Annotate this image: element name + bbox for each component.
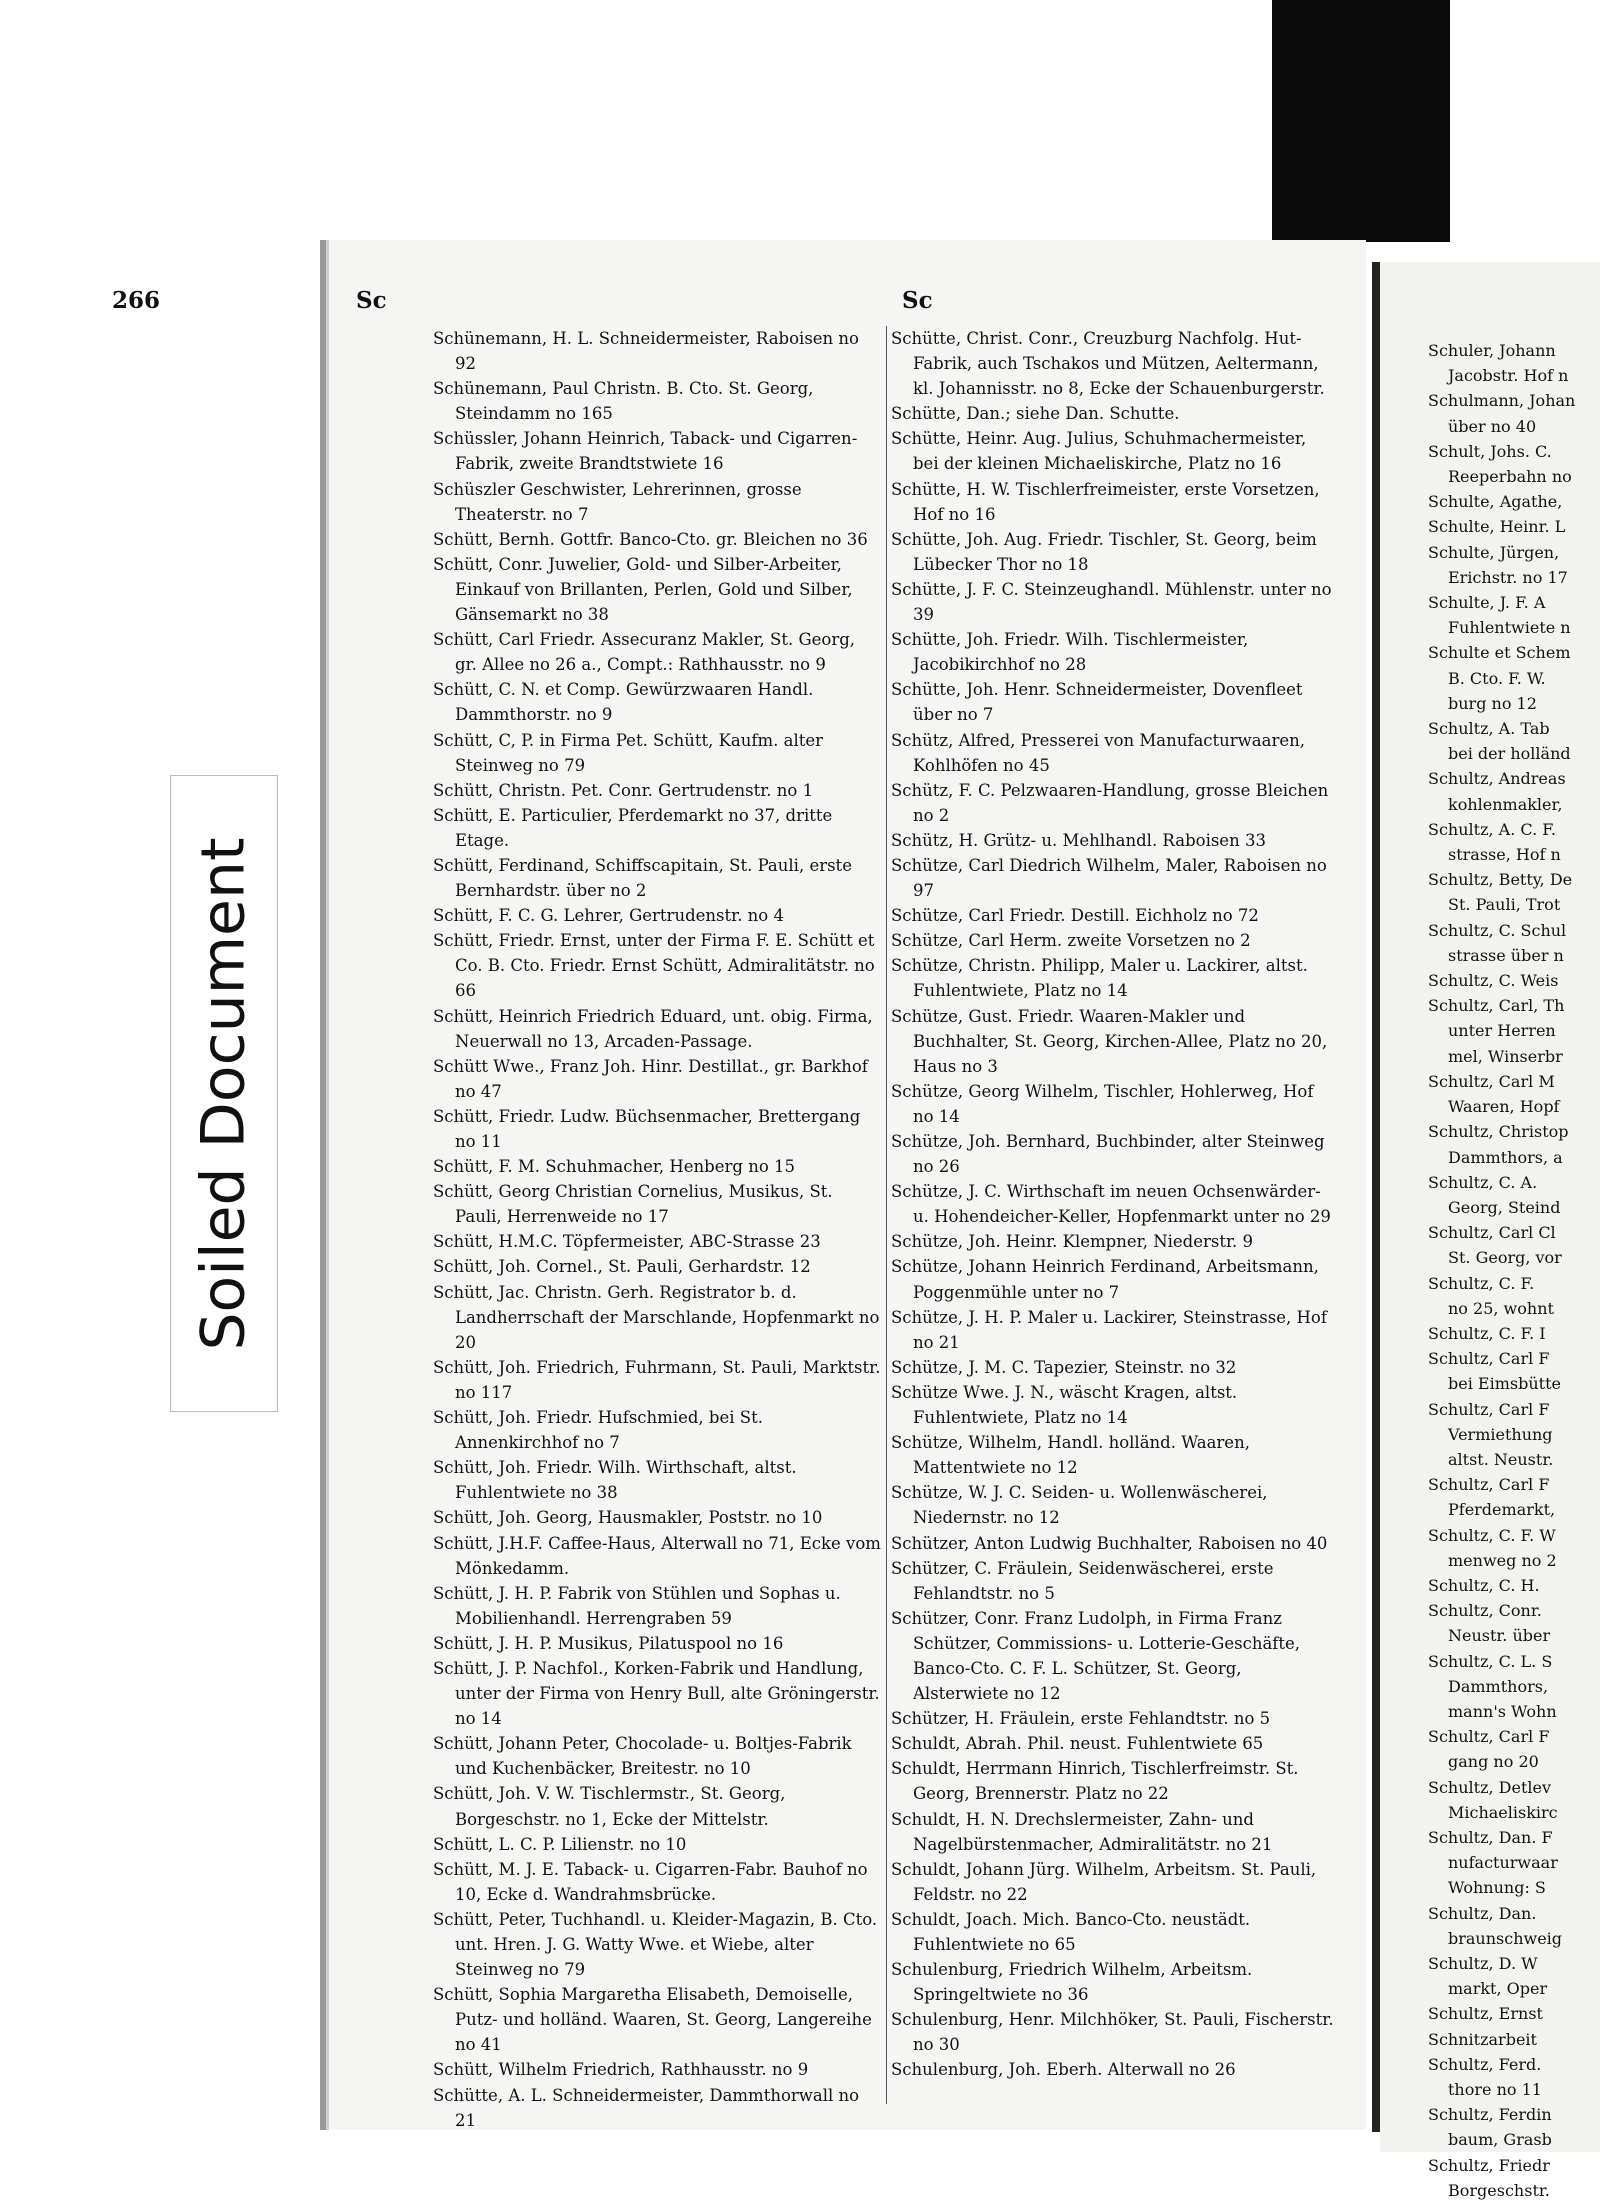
directory-entry: Schützer, Conr. Franz Ludolph, in Firma Franz Schützer, Commissions- u. Lotterie-Geschäfte, Banco-Cto. C. F. L. Schützer, St. Georg, Alsterwiete no 12 [891, 1608, 1301, 1704]
directory-entry: Schütze, Joh. Bernhard, Buchbinder, alter Steinweg no 26 [891, 1132, 1325, 1177]
directory-entry: Schütt, C. N. et Comp. Gewürzwaaren Handl. Dammthorstr. no 9 [433, 680, 814, 725]
directory-entry: Schütt, Sophia Margaretha Elisabeth, Demoiselle, Putz- und holländ. Waaren, St. Georg, Langereihe no 41 [433, 1985, 872, 2055]
directory-entry: Schütt, L. C. P. Lilienstr. no 10 [433, 1834, 687, 1854]
directory-entry: Schütze, J. M. C. Tapezier, Steinstr. no 32 [891, 1357, 1237, 1377]
fragment-line: Borgeschstr. [1448, 2180, 1550, 2200]
fragment-line: baum, Grasb [1448, 2130, 1552, 2150]
directory-entry: Schütze, Carl Diedrich Wilhelm, Maler, Raboisen no 97 [891, 855, 1327, 901]
fragment-line: Waaren, Hopf [1448, 1097, 1560, 1117]
fragment-line: braunschweig [1448, 1928, 1563, 1948]
directory-entry: Schütze, J. H. P. Maler u. Lackirer, Steinstrasse, Hof no 21 [891, 1307, 1327, 1352]
directory-entry: Schütze, Gust. Friedr. Waaren-Makler und Buchhalter, St. Georg, Kirchen-Allee, Platz no 20, Haus no 3 [891, 1006, 1328, 1076]
directory-entry: Schütte, Joh. Friedr. Wilh. Tischlermeister, Jacobikirchhof no 28 [891, 630, 1249, 675]
directory-entry: Schütt, Christn. Pet. Conr. Gertrudenstr. no 1 [433, 780, 814, 800]
fragment-line: Schultz, Carl M [1428, 1071, 1555, 1091]
fragment-line: B. Cto. F. W. [1448, 668, 1546, 688]
fragment-line: Schultz, A. C. F. [1428, 819, 1556, 839]
directory-entry: Schütt, Wilhelm Friedrich, Rathhausstr. no 9 [433, 2060, 809, 2080]
directory-entry: Schütt, J. P. Nachfol., Korken-Fabrik und Handlung, unter der Firma von Henry Bull, alte Gröningerstr. no 14 [433, 1658, 880, 1729]
directory-entry: Schütt, Peter, Tuchhandl. u. Kleider-Magazin, B. Cto. unt. Hren. J. G. Watty Wwe. et Wiebe, alter Steinweg no 79 [433, 1909, 878, 1980]
fragment-line: Schultz, C. Schul [1428, 920, 1567, 940]
directory-entry: Schütt, Joh. Friedr. Wilh. Wirthschaft, altst. Fuhlentwiete no 38 [433, 1458, 797, 1503]
directory-entry: Schütze, Georg Wilhelm, Tischler, Hohlerweg, Hof no 14 [891, 1081, 1314, 1126]
fragment-line: Schultz, C. Weis [1428, 971, 1559, 991]
fragment-line: Schultz, Carl F [1428, 1349, 1550, 1369]
fragment-line: burg no 12 [1448, 693, 1537, 713]
fragment-line: strasse über n [1448, 945, 1564, 965]
fragment-line: Schultz, Carl F [1428, 1475, 1550, 1495]
directory-entry: Schütt, Jac. Christn. Gerh. Registrator b. d. Landherrschaft der Marschlande, Hopfenmarkt no 20 [433, 1282, 880, 1352]
fragment-line: Schultz, Christop [1428, 1122, 1569, 1142]
fragment-line: Schultz, Detlev [1428, 1777, 1552, 1797]
directory-entry: Schütte, J. F. C. Steinzeughandl. Mühlenstr. unter no 39 [891, 579, 1332, 625]
directory-entry: Schütte, Heinr. Aug. Julius, Schuhmachermeister, bei der kleinen Michaeliskirche, Platz no 16 [891, 429, 1307, 474]
fragment-line: kohlenmakler, [1448, 794, 1563, 814]
directory-entry: Schütt, E. Particulier, Pferdemarkt no 37, dritte Etage. [433, 805, 833, 850]
fragment-line: strasse, Hof n [1448, 845, 1561, 865]
fragment-line: markt, Oper [1448, 1979, 1548, 1999]
directory-entry: Schütt, Carl Friedr. Assecuranz Makler, St. Georg, gr. Allee no 26 a., Compt.: Rathhausstr. no 9 [433, 630, 856, 675]
directory-entry: Schuldt, H. N. Drechslermeister, Zahn- und Nagelbürstenmacher, Admiralitätstr. no 21 [891, 1809, 1273, 1854]
directory-entry: Schüszler Geschwister, Lehrerinnen, grosse Theaterstr. no 7 [433, 479, 802, 524]
directory-entry: Schütze, Wilhelm, Handl. holländ. Waaren, Mattentwiete no 12 [891, 1433, 1250, 1478]
directory-entry: Schütze, Christn. Philipp, Maler u. Lackirer, altst. Fuhlentwiete, Platz no 14 [891, 956, 1308, 1001]
fragment-line: St. Pauli, Trot [1448, 895, 1561, 915]
directory-entry: Schütt, J.H.F. Caffee-Haus, Alterwall no 71, Ecke vom Mönkedamm. [433, 1533, 881, 1578]
fragment-line: bei der holländ [1448, 744, 1571, 764]
fragment-line: Schultz, Betty, De [1428, 870, 1573, 890]
directory-entry: Schütt, Joh. V. W. Tischlermstr., St. Georg, Borgeschstr. no 1, Ecke der Mittelstr. [433, 1784, 786, 1829]
directory-entry: Schütze, J. C. Wirthschaft im neuen Ochsenwärder- u. Hohendeicher-Keller, Hopfenmarkt unter no 29 [891, 1182, 1331, 1227]
directory-entry: Schütt, F. M. Schuhmacher, Henberg no 15 [433, 1157, 796, 1177]
fragment-line: Schultz, Carl F [1428, 1727, 1550, 1747]
directory-entry: Schünemann, H. L. Schneidermeister, Raboisen no 92 [433, 329, 859, 374]
fragment-line: Schultz, Ferdin [1428, 2105, 1552, 2125]
fragment-line: Michaeliskirc [1448, 1802, 1558, 1822]
fragment-line: Wohnung: S [1448, 1878, 1546, 1898]
directory-entry: Schütze, Carl Herm. zweite Vorsetzen no 2 [891, 931, 1251, 951]
fragment-line: altst. Neustr. [1448, 1449, 1554, 1469]
fragment-line: Schult, Johs. C. [1428, 441, 1552, 461]
fragment-line: Schultz, C. H. [1428, 1575, 1540, 1595]
fragment-line: Dammthors, a [1448, 1147, 1563, 1167]
fragment-line: Schulte et Schem [1428, 643, 1571, 663]
directory-entry: Schuldt, Joach. Mich. Banco-Cto. neustädt. Fuhlentwiete no 65 [891, 1909, 1251, 1954]
directory-entry: Schuldt, Johann Jürg. Wilhelm, Arbeitsm. St. Pauli, Feldstr. no 22 [891, 1859, 1317, 1904]
fragment-line: menweg no 2 [1448, 1550, 1557, 1570]
left-running-head: Sc [356, 287, 387, 314]
directory-entry: Schulenburg, Friedrich Wilhelm, Arbeitsm. Springeltwiete no 36 [891, 1960, 1253, 2005]
directory-entry: Schütte, Dan.; siehe Dan. Schutte. [891, 404, 1180, 424]
directory-entry: Schütze, Carl Friedr. Destill. Eichholz no 72 [891, 906, 1259, 926]
directory-entry: Schütt, Joh. Georg, Hausmakler, Poststr. no 10 [433, 1508, 823, 1528]
directory-entry: Schütz, Alfred, Presserei von Manufacturwaaren, Kohlhöfen no 45 [891, 730, 1306, 775]
fragment-line: Vermiethung [1448, 1424, 1553, 1444]
stamp-text: Soiled Document [189, 836, 260, 1351]
directory-entry: Schütt, Joh. Cornel., St. Pauli, Gerhardstr. 12 [433, 1257, 811, 1277]
directory-entry: Schüssler, Johann Heinrich, Taback- und Cigarren-Fabrik, zweite Brandtstwiete 16 [433, 429, 858, 474]
directory-entry: Schütt Wwe., Franz Joh. Hinr. Destillat., gr. Barkhof no 47 [433, 1056, 868, 1101]
left-column [433, 326, 881, 2133]
directory-entry: Schütt, Ferdinand, Schiffscapitain, St. Pauli, erste Bernhardstr. über no 2 [433, 855, 852, 901]
directory-entry: Schütt, Heinrich Friedrich Eduard, unt. obig. Firma, Neuerwall no 13, Arcaden-Passage. [433, 1006, 873, 1051]
fragment-line: unter Herren [1448, 1021, 1556, 1041]
directory-entry: Schütte, Joh. Aug. Friedr. Tischler, St. Georg, beim Lübecker Thor no 18 [891, 529, 1317, 574]
fragment-line: Schultz, Friedr [1428, 2155, 1550, 2175]
directory-entry: Schütt, Joh. Friedrich, Fuhrmann, St. Pauli, Marktstr. no 117 [433, 1357, 881, 1402]
directory-entry: Schütt, Friedr. Ludw. Büchsenmacher, Brettergang no 11 [433, 1106, 861, 1151]
directory-entry: Schütte, Christ. Conr., Creuzburg Nachfolg. Hut-Fabrik, auch Tschakos und Mützen, Aeltermann, kl. Johannisstr. no 8, Ecke der Schauenburgerstr. [891, 329, 1325, 399]
fragment-line: Schultz, C. F. [1428, 1273, 1535, 1293]
directory-entry: Schütt, Joh. Friedr. Hufschmied, bei St. Annenkirchhof no 7 [433, 1408, 763, 1453]
right-running-head: Sc [902, 287, 933, 314]
fragment-line: Jacobstr. Hof n [1448, 366, 1569, 386]
fragment-line: mann's Wohn [1448, 1701, 1557, 1721]
directory-entry: Schütze, Johann Heinrich Ferdinand, Arbeitsmann, Poggenmühle unter no 7 [891, 1257, 1319, 1302]
directory-entry: Schütt, J. H. P. Fabrik von Stühlen und Sophas u. Mobilienhandl. Herrengraben 59 [433, 1583, 841, 1628]
fragment-line: Schultz, Carl Cl [1428, 1223, 1556, 1243]
directory-entry: Schulenburg, Henr. Milchhöker, St. Pauli, Fischerstr. no 30 [891, 2010, 1334, 2055]
fragment-line: Schnitzarbeit [1428, 2029, 1537, 2049]
fragment-line: Schultz, Carl F [1428, 1399, 1550, 1419]
fragment-line: Neustr. über [1448, 1626, 1551, 1646]
directory-entry: Schünemann, Paul Christn. B. Cto. St. Georg, Steindamm no 165 [433, 379, 814, 424]
directory-entry: Schütze, W. J. C. Seiden- u. Wollenwäscherei, Niedernstr. no 12 [891, 1483, 1268, 1528]
fragment-line: Georg, Steind [1448, 1197, 1561, 1217]
directory-entry: Schütt, Johann Peter, Chocolade- u. Boltjes-Fabrik und Kuchenbäcker, Breitestr. no 10 [433, 1734, 852, 1779]
fragment-line: Reeperbahn no [1448, 467, 1572, 487]
directory-entry: Schützer, H. Fräulein, erste Fehlandtstr. no 5 [891, 1709, 1271, 1729]
page-number: 266 [112, 287, 161, 314]
directory-entry: Schützer, C. Fräulein, Seidenwäscherei, erste Fehlandtstr. no 5 [891, 1558, 1274, 1603]
fragment-line: Schulte, Agathe, [1428, 492, 1563, 512]
fragment-line: Schultz, Conr. [1428, 1601, 1542, 1621]
directory-entry: Schütt, C, P. in Firma Pet. Schütt, Kaufm. alter Steinweg no 79 [433, 730, 824, 775]
column-divider [886, 326, 887, 2104]
fragment-line: mel, Winserbr [1448, 1046, 1563, 1066]
fragment-line: thore no 11 [1448, 2080, 1542, 2100]
directory-entry: Schütze Wwe. J. N., wäscht Kragen, altst. Fuhlentwiete, Platz no 14 [891, 1382, 1238, 1428]
fragment-line: Schultz, C. A. [1428, 1172, 1538, 1192]
directory-entry: Schulenburg, Joh. Eberh. Alterwall no 26 [891, 2060, 1236, 2080]
directory-entry: Schütt, H.M.C. Töpfermeister, ABC-Strasse 23 [433, 1232, 821, 1252]
black-strip [1272, 0, 1450, 242]
directory-entry: Schütt, Conr. Juwelier, Gold- und Silber-Arbeiter, Einkauf von Brillanten, Perlen, Gold und Silber, Gänsemarkt no 38 [433, 554, 853, 625]
directory-entry: Schuldt, Abrah. Phil. neust. Fuhlentwiete 65 [891, 1734, 1264, 1754]
fragment-line: Schuler, Johann [1428, 341, 1556, 360]
fragment-line: Schultz, Andreas [1428, 769, 1566, 789]
fragment-line: gang no 20 [1448, 1752, 1539, 1772]
fragment-line: nufacturwaar [1448, 1853, 1558, 1873]
fragment-line: Erichstr. no 17 [1448, 567, 1568, 587]
fragment-line: Schulte, Heinr. L [1428, 517, 1566, 537]
fragment-line: Schultz, Ferd. [1428, 2054, 1542, 2074]
directory-entry: Schütte, H. W. Tischlerfreimeister, erste Vorsetzen, Hof no 16 [891, 479, 1320, 524]
directory-entry: Schütt, F. C. G. Lehrer, Gertrudenstr. no 4 [433, 906, 784, 926]
far-right-fragment [1428, 338, 1600, 2203]
directory-entry: Schütt, Georg Christian Cornelius, Musikus, St. Pauli, Herrenweide no 17 [433, 1182, 833, 1227]
fragment-line: Schultz, C. L. S [1428, 1651, 1553, 1671]
directory-entry: Schütz, F. C. Pelzwaaren-Handlung, grosse Bleichen no 2 [891, 780, 1329, 825]
directory-entry: Schütt, M. J. E. Taback- u. Cigarren-Fabr. Bauhof no 10, Ecke d. Wandrahmsbrücke. [433, 1859, 868, 1904]
directory-entry: Schütt, Bernh. Gottfr. Banco-Cto. gr. Bleichen no 36 [433, 529, 868, 549]
directory-entry: Schütte, A. L. Schneidermeister, Dammthorwall no 21 [433, 2085, 860, 2130]
page-gutter [1372, 262, 1380, 2132]
fragment-line: no 25, wohnt [1448, 1298, 1554, 1318]
fragment-line: Schultz, C. F. I [1428, 1323, 1546, 1343]
fragment-line: Schultz, Ernst [1428, 2004, 1543, 2024]
directory-entry: Schütt, J. H. P. Musikus, Pilatuspool no 16 [433, 1633, 784, 1653]
fragment-line: Schultz, Dan. F [1428, 1827, 1553, 1847]
fragment-line: Fuhlentwiete n [1448, 618, 1571, 638]
fragment-line: Schultz, Dan. [1428, 1903, 1537, 1923]
directory-entry: Schütz, H. Grütz- u. Mehlhandl. Raboisen 33 [891, 830, 1266, 850]
fragment-line: bei Eimsbütte [1448, 1374, 1561, 1394]
directory-entry: Schuldt, Herrmann Hinrich, Tischlerfreimstr. St. Georg, Brennerstr. Platz no 22 [891, 1759, 1299, 1804]
directory-entry: Schütze, Joh. Heinr. Klempner, Niederstr. 9 [891, 1232, 1254, 1252]
fragment-line: Schultz, D. W [1428, 1954, 1538, 1973]
right-column [891, 326, 1336, 2083]
fragment-line: Pferdemarkt, [1448, 1500, 1556, 1520]
fragment-line: über no 40 [1448, 416, 1537, 436]
fragment-line: Schultz, C. F. W [1428, 1525, 1556, 1545]
fragment-line: Schulte, J. F. A [1428, 593, 1546, 613]
fragment-line: St. Georg, vor [1448, 1248, 1562, 1268]
fragment-line: Schultz, Carl, Th [1428, 996, 1565, 1016]
fragment-line: Dammthors, [1448, 1676, 1549, 1696]
directory-entry: Schütt, Friedr. Ernst, unter der Firma F. E. Schütt et Co. B. Cto. Friedr. Ernst Schütt, Admiralitätstr. no 66 [433, 931, 875, 1001]
directory-entry: Schütte, Joh. Henr. Schneidermeister, Dovenfleet über no 7 [891, 680, 1303, 725]
directory-entry: Schützer, Anton Ludwig Buchhalter, Raboisen no 40 [891, 1533, 1328, 1553]
fragment-line: Schultz, A. Tab [1428, 719, 1550, 739]
page-header [112, 287, 1352, 317]
fragment-line: Schulte, Jürgen, [1428, 542, 1560, 562]
soiled-document-stamp [170, 775, 278, 1412]
fragment-line: Schulmann, Johan [1428, 391, 1576, 411]
